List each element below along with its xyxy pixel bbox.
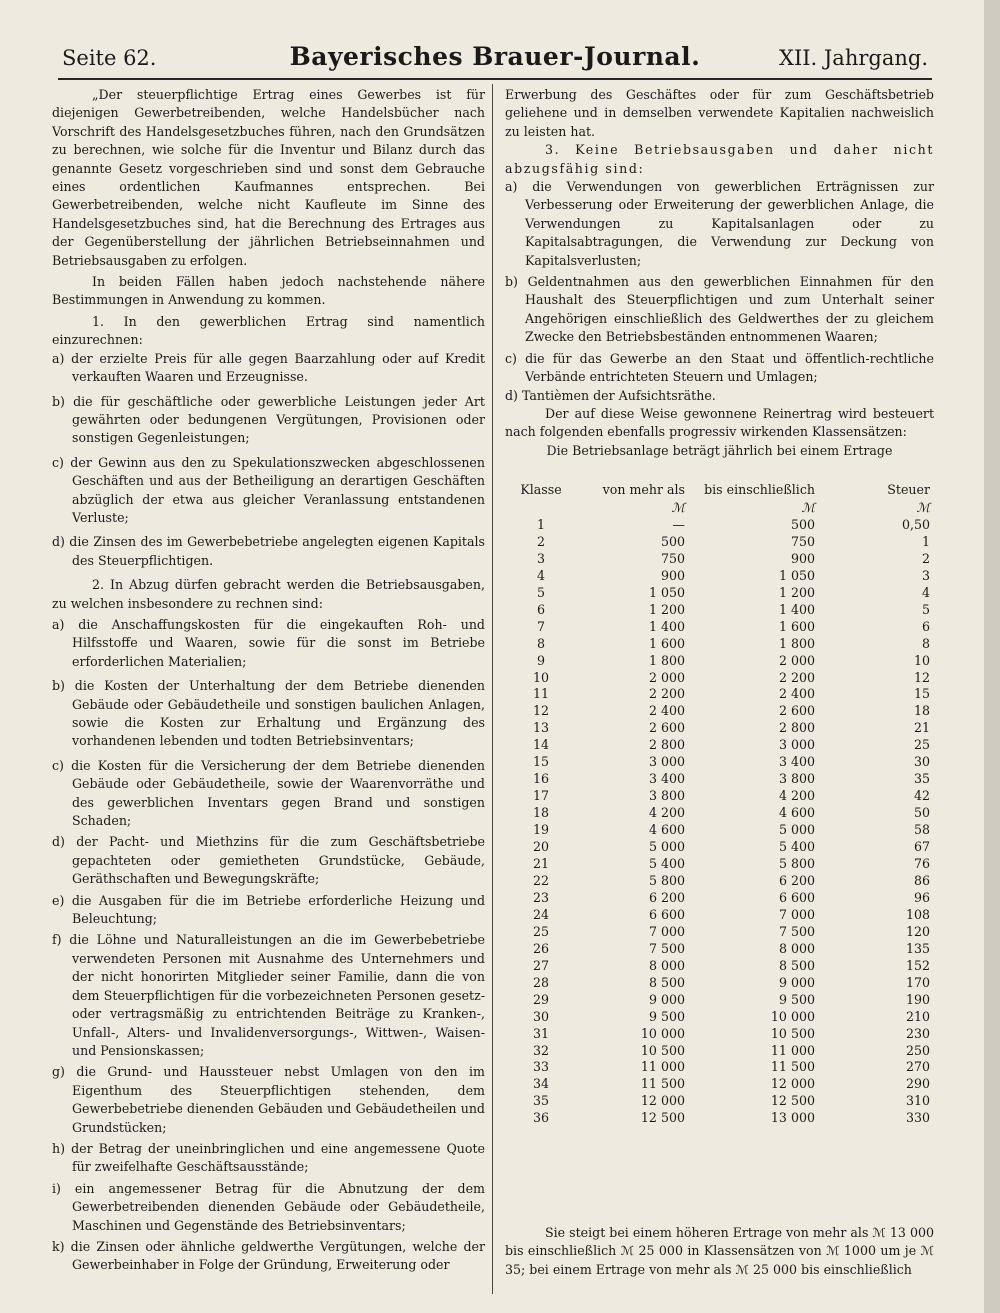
cell-steuer: 30 bbox=[913, 754, 930, 770]
cell-klasse: 29 bbox=[532, 991, 550, 1007]
cell-bis: 1 050 bbox=[778, 567, 815, 583]
sec2-item-g: g) die Grund- und Haussteuer nebst Umlagen von den im Eigenthum des Steuerpflichtigen stehenden, dem Gewerbebetriebe dienenden Gebäuden und Gebäudetheilen und Grundstücken; bbox=[52, 1064, 485, 1135]
cell-von: 8 500 bbox=[648, 974, 685, 990]
cell-steuer: 50 bbox=[913, 805, 930, 821]
cell-bis: 8 500 bbox=[778, 957, 815, 973]
table-row bbox=[505, 890, 930, 907]
table-row bbox=[505, 907, 930, 924]
cell-bis: 9 500 bbox=[778, 991, 815, 1007]
section-1-heading: 1. In den gewerblichen Ertrag sind namentlich einzurechnen: bbox=[52, 313, 485, 348]
table-row bbox=[505, 822, 930, 839]
cell-von: 6 200 bbox=[648, 889, 685, 905]
cell-bis: 13 000 bbox=[770, 1110, 815, 1126]
table-row bbox=[505, 517, 930, 534]
table-row bbox=[505, 737, 930, 754]
cell-klasse: 9 bbox=[536, 652, 545, 668]
cell-steuer: 230 bbox=[905, 1025, 930, 1041]
table-row bbox=[505, 602, 930, 619]
cell-bis: 1 200 bbox=[778, 584, 815, 600]
cell-steuer: 5 bbox=[921, 601, 930, 617]
cell-steuer: 15 bbox=[913, 686, 930, 702]
cell-bis: 500 bbox=[790, 516, 815, 532]
cell-von: 6 600 bbox=[648, 906, 685, 922]
left-column bbox=[52, 86, 485, 1275]
sec2-item-h: h) der Betrag der uneinbringlichen und eine angemessene Quote für zweifelhafte Geschäftsausstände; bbox=[52, 1140, 485, 1175]
cell-klasse: 1 bbox=[536, 516, 545, 532]
table-row bbox=[505, 1026, 930, 1043]
section-3-heading bbox=[505, 141, 934, 178]
cell-bis: 750 bbox=[790, 533, 815, 549]
table-row bbox=[505, 992, 930, 1009]
cell-von: 10 500 bbox=[640, 1042, 685, 1058]
cell-steuer: 152 bbox=[905, 957, 930, 973]
table-row bbox=[505, 636, 930, 653]
cell-von: 750 bbox=[660, 550, 685, 566]
table-row bbox=[505, 958, 930, 975]
cell-von: 2 200 bbox=[648, 686, 685, 702]
cell-bis: 9 000 bbox=[778, 974, 815, 990]
cell-von: 11 500 bbox=[640, 1076, 685, 1092]
cell-steuer: 290 bbox=[905, 1076, 930, 1092]
cell-klasse: 19 bbox=[532, 822, 550, 838]
cell-bis: 7 000 bbox=[778, 906, 815, 922]
page-number: Seite 62. bbox=[62, 46, 157, 70]
cell-klasse: 6 bbox=[536, 601, 545, 617]
table-row bbox=[505, 686, 930, 703]
table-header-row bbox=[505, 480, 930, 500]
cell-bis: 3 800 bbox=[778, 771, 815, 787]
cell-steuer: 4 bbox=[921, 584, 930, 600]
cell-bis: 1 400 bbox=[778, 601, 815, 617]
cell-von: 2 000 bbox=[648, 669, 685, 685]
cell-von: 5 000 bbox=[648, 839, 685, 855]
cell-steuer: 6 bbox=[921, 618, 930, 634]
cell-bis: 10 000 bbox=[770, 1008, 815, 1024]
cell-klasse: 17 bbox=[532, 788, 550, 804]
unit-cell bbox=[505, 500, 577, 517]
cell-bis: 2 200 bbox=[778, 669, 815, 685]
cell-klasse: 31 bbox=[532, 1025, 550, 1041]
cell-steuer: 2 bbox=[921, 550, 930, 566]
table-unit-row bbox=[505, 500, 930, 517]
cell-von: 2 800 bbox=[648, 737, 685, 753]
cell-klasse: 21 bbox=[532, 856, 550, 872]
cell-bis: 5 000 bbox=[778, 822, 815, 838]
sec2-item-d: d) der Pacht- und Miethzins für die zum Geschäftsbetriebe gepachteten oder gemietheten Grundstücke, Gebäude, Geräthschaften und Bewegungskräfte; bbox=[52, 834, 485, 887]
table-row bbox=[505, 975, 930, 992]
cell-steuer: 170 bbox=[905, 974, 930, 990]
cell-steuer: 1 bbox=[921, 533, 930, 549]
sec3-item-c: c) die für das Gewerbe an den Staat und öffentlich-rechtliche Verbände entrichteten Steuern und Umlagen; bbox=[505, 350, 934, 385]
sec2-item-f: f) die Löhne und Naturalleistungen an die im Gewerbebetriebe verwendeten Personen mit Ausnahme des Unternehmers und der nicht honorirten Mitglieder seiner Familie, dann die von dem Steuerpflichtigen für die vorbezeichneten Personen gesetz- oder vertragsmäßig zu entrichtenden Beiträge zu Kranken-, Unfall-, Alters- und Invalidenversorgungs-, Wittwen-, Waisen- und Pensionskassen; bbox=[52, 932, 485, 1058]
cell-klasse: 2 bbox=[536, 533, 545, 549]
unit-cell: ℳ bbox=[916, 500, 930, 515]
table-body bbox=[505, 517, 930, 1127]
cell-steuer: 8 bbox=[921, 635, 930, 651]
header-steuer: Steuer bbox=[887, 481, 930, 497]
page-edge bbox=[984, 0, 1000, 1313]
cell-bis: 11 000 bbox=[770, 1042, 815, 1058]
closing-paragraph bbox=[505, 1224, 934, 1279]
cell-von: 2 400 bbox=[648, 703, 685, 719]
cell-klasse: 3 bbox=[536, 550, 545, 566]
cell-bis: 12 000 bbox=[770, 1076, 815, 1092]
cell-von: 1 200 bbox=[648, 601, 685, 617]
cell-bis: 12 500 bbox=[770, 1093, 815, 1109]
cell-bis: 2 800 bbox=[778, 720, 815, 736]
table-row bbox=[505, 653, 930, 670]
cell-klasse: 14 bbox=[532, 737, 550, 753]
cell-von: 900 bbox=[660, 567, 685, 583]
cell-klasse: 23 bbox=[532, 889, 550, 905]
cell-steuer: 120 bbox=[905, 923, 930, 939]
cell-von: 2 600 bbox=[648, 720, 685, 736]
cell-steuer: 35 bbox=[913, 771, 930, 787]
header-rule bbox=[58, 78, 932, 80]
cell-von: 3 400 bbox=[648, 771, 685, 787]
page-header bbox=[62, 42, 928, 76]
cell-steuer: 190 bbox=[905, 991, 930, 1007]
cell-von: 3 800 bbox=[648, 788, 685, 804]
cell-steuer: 3 bbox=[921, 567, 930, 583]
header-bis: bis einschließlich bbox=[704, 481, 815, 497]
sec2-item-b: b) die Kosten der Unterhaltung der dem Betriebe dienenden Gebäude oder Gebäudetheile und sonstigen baulichen Anlagen, sowie die Kosten zur Erhaltung und Ergänzung des vorhandenen lebenden und todten Betriebsinventars; bbox=[52, 678, 485, 749]
cell-klasse: 4 bbox=[536, 567, 545, 583]
table-row bbox=[505, 1076, 930, 1093]
table-row bbox=[505, 839, 930, 856]
sec2-item-c: c) die Kosten für die Versicherung der dem Betriebe dienenden Gebäude oder Gebäudetheile, sowie der Waarenvorräthe und des gewerblichen Inventars gegen Brand und sonstigen Schaden; bbox=[52, 757, 485, 829]
table-row bbox=[505, 1043, 930, 1060]
cell-steuer: 12 bbox=[913, 669, 930, 685]
sec2-item-k: k) die Zinsen oder ähnliche geldwerthe Vergütungen, welche der Gewerbeinhaber in Folge der Gründung, Erweiterung oder bbox=[52, 1238, 485, 1273]
cell-von: 500 bbox=[660, 533, 685, 549]
table-row bbox=[505, 788, 930, 805]
table-caption: Die Betriebsanlage beträgt jährlich bei einem Ertrage bbox=[546, 442, 893, 458]
cell-bis: 6 200 bbox=[778, 872, 815, 888]
cell-klasse: 11 bbox=[532, 686, 550, 702]
cell-klasse: 30 bbox=[532, 1008, 550, 1024]
tax-paragraph: Der auf diese Weise gewonnene Reinertrag wird besteuert nach folgenden ebenfalls progressiv wirkenden Klassensätzen: bbox=[505, 405, 934, 440]
cell-steuer: 250 bbox=[905, 1042, 930, 1058]
cell-bis: 10 500 bbox=[770, 1025, 815, 1041]
right-column bbox=[505, 86, 934, 460]
cell-von: 9 500 bbox=[648, 1008, 685, 1024]
cell-von: 3 000 bbox=[648, 754, 685, 770]
cell-bis: 4 600 bbox=[778, 805, 815, 821]
table-row bbox=[505, 754, 930, 771]
cell-steuer: 310 bbox=[905, 1093, 930, 1109]
cell-bis: 8 000 bbox=[778, 940, 815, 956]
closing-text: Sie steigt bei einem höheren Ertrage von mehr als ℳ 13 000 bis einschließlich ℳ 25 000 in Klassensätzen von ℳ 1000 um je ℳ 35; bei einem Ertrage von mehr als ℳ 25 000 bis einschließlich bbox=[505, 1225, 934, 1277]
section-3-text: 3. Keine Betriebsausgaben und daher nicht abzugsfähig sind: bbox=[505, 142, 934, 176]
cell-klasse: 32 bbox=[532, 1042, 550, 1058]
table-row bbox=[505, 856, 930, 873]
cell-von: 7 500 bbox=[648, 940, 685, 956]
table-row bbox=[505, 703, 930, 720]
cell-bis: 5 800 bbox=[778, 856, 815, 872]
cell-steuer: 42 bbox=[913, 788, 930, 804]
cell-von: 9 000 bbox=[648, 991, 685, 1007]
cell-klasse: 26 bbox=[532, 940, 550, 956]
cell-steuer: 86 bbox=[913, 872, 930, 888]
cell-steuer: 67 bbox=[913, 839, 930, 855]
cell-klasse: 34 bbox=[532, 1076, 550, 1092]
tax-class-table bbox=[505, 480, 930, 1127]
cell-steuer: 25 bbox=[913, 737, 930, 753]
cell-bis: 7 500 bbox=[778, 923, 815, 939]
cell-bis: 3 400 bbox=[778, 754, 815, 770]
cell-steuer: 21 bbox=[913, 720, 930, 736]
cell-steuer: 76 bbox=[913, 856, 930, 872]
volume-label: XII. Jahrgang. bbox=[779, 46, 928, 70]
cell-klasse: 18 bbox=[532, 805, 550, 821]
cell-bis: 3 000 bbox=[778, 737, 815, 753]
cell-bis: 11 500 bbox=[770, 1059, 815, 1075]
continued-paragraph: Erwerbung des Geschäftes oder für zum Geschäftsbetrieb geliehene und in demselben verwendete Kapitalien nachweislich zu leisten hat. bbox=[505, 87, 934, 139]
header-von: von mehr als bbox=[602, 481, 685, 497]
section-2-heading: 2. In Abzug dürfen gebracht werden die Betriebsausgaben, zu welchen insbesondere zu rechnen sind: bbox=[52, 577, 485, 611]
cell-bis: 1 600 bbox=[778, 618, 815, 634]
cell-bis: 4 200 bbox=[778, 788, 815, 804]
cell-steuer: 96 bbox=[913, 889, 930, 905]
cell-von: 4 200 bbox=[648, 805, 685, 821]
sec1-item-d: d) die Zinsen des im Gewerbebetriebe angelegten eigenen Kapitals des Steuerpflichtigen. bbox=[52, 534, 485, 568]
cell-klasse: 12 bbox=[532, 703, 550, 719]
table-row bbox=[505, 1110, 930, 1127]
header-klasse: Klasse bbox=[520, 481, 562, 497]
cell-steuer: 0,50 bbox=[901, 516, 930, 532]
cell-klasse: 28 bbox=[532, 974, 550, 990]
cell-von: 8 000 bbox=[648, 957, 685, 973]
cell-klasse: 16 bbox=[532, 771, 550, 787]
cell-klasse: 5 bbox=[536, 584, 545, 600]
sec1-item-a: a) der erzielte Preis für alle gegen Baarzahlung oder auf Kredit verkauften Waaren und Erzeugnisse. bbox=[52, 350, 485, 385]
cell-bis: 5 400 bbox=[778, 839, 815, 855]
table-row bbox=[505, 585, 930, 602]
cell-von: 1 400 bbox=[648, 618, 685, 634]
cell-bis: 2 600 bbox=[778, 703, 815, 719]
cell-klasse: 36 bbox=[532, 1110, 550, 1126]
journal-title: Bayerisches Brauer-Journal. bbox=[289, 42, 701, 71]
cell-bis: 2 000 bbox=[778, 652, 815, 668]
cell-von: 10 000 bbox=[640, 1025, 685, 1041]
cell-klasse: 25 bbox=[532, 923, 550, 939]
cell-steuer: 135 bbox=[905, 940, 930, 956]
table-row bbox=[505, 941, 930, 958]
table-row bbox=[505, 805, 930, 822]
cell-von: 7 000 bbox=[648, 923, 685, 939]
sec1-item-c: c) der Gewinn aus den zu Spekulationszwecken abgeschlossenen Geschäften und aus der Betheiligung an derartigen Geschäften abzüglich der etwa aus gleicher Veranlassung entstandenen Verluste; bbox=[52, 454, 485, 525]
unit-cell: ℳ bbox=[801, 500, 815, 515]
cell-bis: 1 800 bbox=[778, 635, 815, 651]
sec3-item-b: b) Geldentnahmen aus den gewerblichen Einnahmen für den Haushalt des Steuerpflichtigen und zum Unterhalt seiner Angehörigen einschließlich des Geldwerthes der zu gleichem Zwecke den Betriebsbeständen entnommenen Waaren; bbox=[505, 274, 934, 345]
table-row bbox=[505, 534, 930, 551]
cell-steuer: 210 bbox=[905, 1008, 930, 1024]
cell-von: 1 600 bbox=[648, 635, 685, 651]
cell-steuer: 108 bbox=[905, 906, 930, 922]
cell-von: 11 000 bbox=[640, 1059, 685, 1075]
cell-klasse: 8 bbox=[536, 635, 545, 651]
cell-steuer: 18 bbox=[913, 703, 930, 719]
cell-von: 1 050 bbox=[648, 584, 685, 600]
unit-cell: ℳ bbox=[671, 500, 685, 515]
cell-von: 5 400 bbox=[648, 856, 685, 872]
table-row bbox=[505, 1059, 930, 1076]
cell-klasse: 33 bbox=[532, 1059, 550, 1075]
intro-paragraph: „Der steuerpflichtige Ertrag eines Gewerbes ist für diejenigen Gewerbetreibenden, welche Handelsbücher nach Vorschrift des Handelsgesetzbuches führen, nach den Grundsätzen zu berechnen, wie solche für die Inventur und Bilanz durch das genannte Gesetz vorgeschrieben sind und sonst dem Gebrauche eines ordentlichen Kaufmannes entsprechen. Bei Gewerbetreibenden, welche nicht Kaufleute im Sinne des Handelsgesetzbuches sind, hat die Berechnung des Ertrages aus der Gegenüberstellung der jährlichen Betriebseinnahmen und Betriebsausgaben zu erfolgen. bbox=[52, 87, 485, 268]
table-row bbox=[505, 873, 930, 890]
cell-klasse: 24 bbox=[532, 906, 550, 922]
table-row bbox=[505, 619, 930, 636]
table-row bbox=[505, 1093, 930, 1110]
cell-klasse: 13 bbox=[532, 720, 550, 736]
cell-von: — bbox=[672, 516, 685, 532]
cell-von: 12 000 bbox=[640, 1093, 685, 1109]
sec3-item-d: d) Tantièmen der Aufsichtsräthe. bbox=[505, 387, 716, 403]
sec2-item-a: a) die Anschaffungskosten für die eingekauften Roh- und Hilfsstoffe und Waaren, sowie für die sonst im Betriebe erforderlichen Materialien; bbox=[52, 616, 485, 669]
paragraph-both-cases: In beiden Fällen haben jedoch nachstehende nähere Bestimmungen in Anwendung zu kommen. bbox=[52, 274, 485, 308]
cell-klasse: 15 bbox=[532, 754, 550, 770]
column-divider bbox=[492, 84, 493, 1294]
cell-klasse: 20 bbox=[532, 839, 550, 855]
cell-klasse: 7 bbox=[536, 618, 545, 634]
sec3-item-a: a) die Verwendungen von gewerblichen Erträgnissen zur Verbesserung oder Erweiterung der gewerblichen Anlage, die Verwendungen zu Kapitalsanlagen oder zu Kapitalsabtragungen, die Verwendung zur Deckung von Kapitalsverlusten; bbox=[505, 179, 934, 268]
table-row bbox=[505, 670, 930, 687]
table-row bbox=[505, 720, 930, 737]
sec2-item-i: i) ein angemessener Betrag für die Abnutzung der dem Gewerbetreibenden dienenden Gebäude oder Gebäudetheile, Maschinen und Gegenstände des Betriebsinventars; bbox=[52, 1180, 485, 1233]
table-row bbox=[505, 924, 930, 941]
cell-steuer: 58 bbox=[913, 822, 930, 838]
cell-von: 4 600 bbox=[648, 822, 685, 838]
cell-steuer: 10 bbox=[913, 652, 930, 668]
cell-bis: 2 400 bbox=[778, 686, 815, 702]
table-row bbox=[505, 1009, 930, 1026]
cell-klasse: 27 bbox=[532, 957, 550, 973]
cell-bis: 6 600 bbox=[778, 889, 815, 905]
sec2-item-e: e) die Ausgaben für die im Betriebe erforderliche Heizung und Beleuchtung; bbox=[52, 892, 485, 927]
table-row bbox=[505, 771, 930, 788]
cell-steuer: 270 bbox=[905, 1059, 930, 1075]
table-row bbox=[505, 551, 930, 568]
cell-bis: 900 bbox=[790, 550, 815, 566]
cell-von: 12 500 bbox=[640, 1110, 685, 1126]
table-row bbox=[505, 568, 930, 585]
cell-klasse: 22 bbox=[532, 872, 550, 888]
cell-von: 5 800 bbox=[648, 872, 685, 888]
cell-von: 1 800 bbox=[648, 652, 685, 668]
sec1-item-b: b) die für geschäftliche oder gewerbliche Leistungen jeder Art gewährten oder bedungenen Vergütungen, Provisionen oder sonstigen Gegenleistungen; bbox=[52, 393, 485, 446]
cell-klasse: 10 bbox=[532, 669, 550, 685]
cell-klasse: 35 bbox=[532, 1093, 550, 1109]
cell-steuer: 330 bbox=[905, 1110, 930, 1126]
